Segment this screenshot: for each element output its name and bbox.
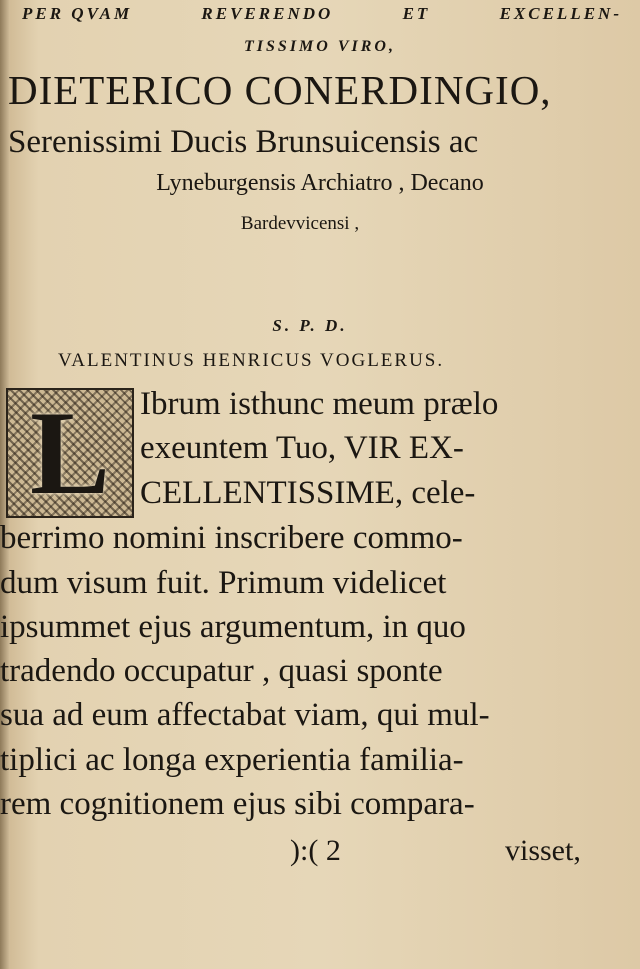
body-line-3: CELLENTISSIME, cele-	[140, 475, 476, 511]
header-line-1	[22, 4, 622, 24]
header-line-2: TISSIMO VIRO,	[244, 38, 396, 55]
dedicatee-title-3: Bardevvicensi ,	[240, 213, 360, 234]
body-line-10: rem cognitionem ejus sibi compara-	[0, 786, 475, 822]
body-line-9: tiplici ac longa experientia familia-	[0, 742, 464, 778]
body-line-4: berrimo nomini inscribere commo-	[0, 520, 463, 556]
dedicatee-name: DIETERICO CONERDINGIO,	[8, 67, 552, 113]
decorated-initial	[6, 388, 134, 518]
body-line-8: sua ad eum affectabat viam, qui mul-	[0, 697, 490, 733]
body-line-6: ipsummet ejus argumentum, in quo	[0, 609, 466, 645]
dedicatee-title-1: Serenissimi Ducis Brunsuicensis ac	[8, 124, 479, 160]
dedicatee-title-2: Lyneburgensis Archiatro , Decano	[156, 170, 484, 196]
body-line-2: exeuntem Tuo, VIR EX-	[140, 430, 464, 466]
signature-mark: ):( 2	[290, 834, 341, 867]
body-line-7: tradendo occupatur , quasi sponte	[0, 653, 443, 689]
catchword: visset,	[505, 834, 581, 867]
body-line-5: dum visum fuit. Primum videlicet	[0, 565, 447, 601]
header-word-1: PER QVAM	[22, 4, 133, 23]
initial-letter: L	[29, 386, 111, 519]
header-word-4: EXCELLEN-	[499, 4, 622, 23]
author-name: VALENTINUS HENRICUS VOGLERUS.	[58, 350, 445, 371]
header-word-2: REVERENDO	[201, 4, 334, 23]
salutation: S. P. D.	[272, 316, 348, 335]
header-word-3: ET	[402, 4, 431, 23]
body-line-1: Ibrum isthunc meum prælo	[140, 386, 499, 422]
